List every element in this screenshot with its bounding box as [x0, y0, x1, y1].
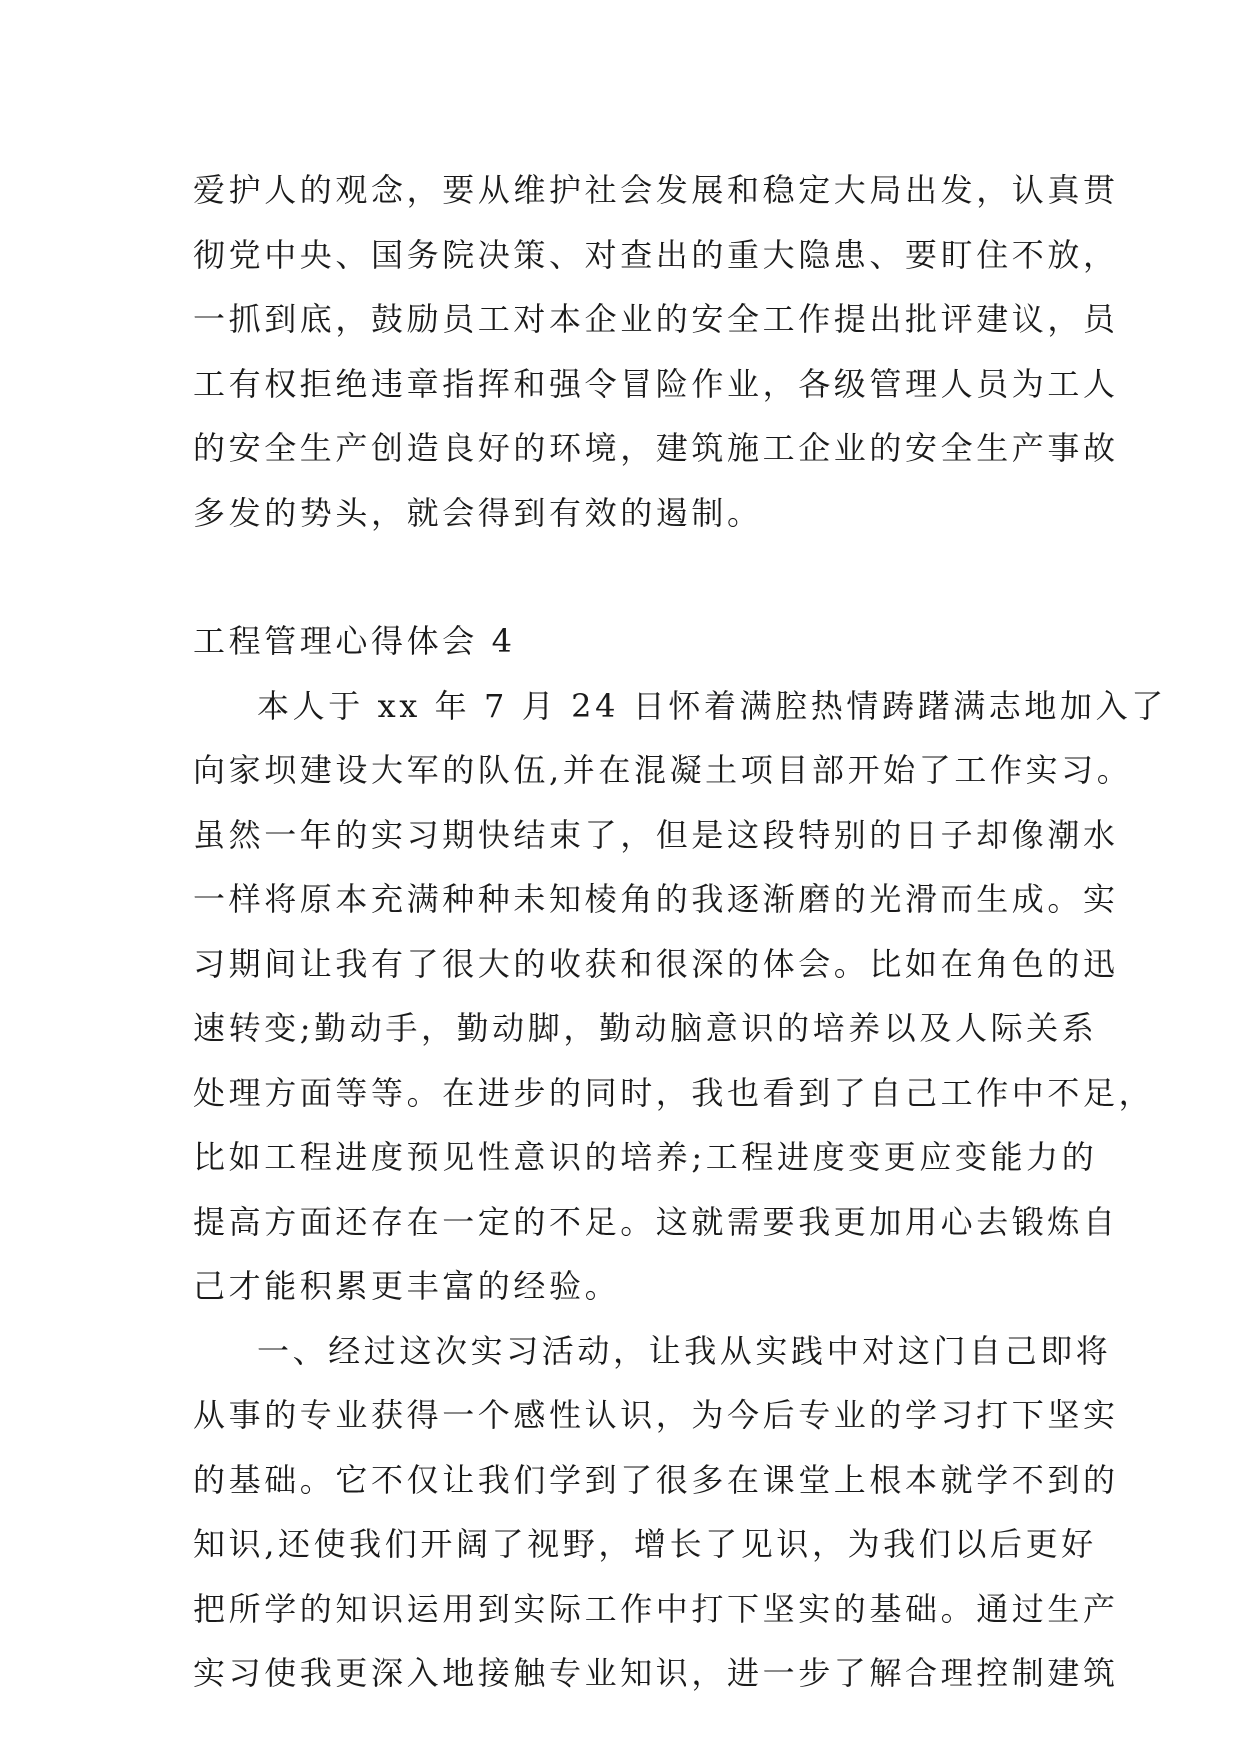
text-line: 工有权拒绝违章指挥和强令冒险作业，各级管理人员为工人: [193, 364, 1119, 403]
text-line: 提高方面还存在一定的不足。这就需要我更加用心去锻炼自: [193, 1202, 1119, 1241]
body-paragraph-2: [193, 1319, 1119, 1706]
text-line: 习期间让我有了很大的收获和很深的体会。比如在角色的迅: [193, 944, 1119, 983]
text-line: 己才能积累更丰富的经验。: [193, 1267, 621, 1305]
text-line: 一样将原本充满种种未知棱角的我逐渐磨的光滑而生成。实: [193, 880, 1119, 918]
text-line: 的安全生产创造良好的环境，建筑施工企业的安全生产事故: [193, 429, 1119, 467]
text-line: 爱护人的观念，要从维护社会发展和稳定大局出发，认真贯: [193, 171, 1119, 209]
continuation-paragraph: [193, 158, 1119, 545]
text-line: 处理方面等等。在进步的同时，我也看到了自己工作中不足，: [193, 1073, 1155, 1112]
text-line: 把所学的知识运用到实际工作中打下坚实的基础。通过生产: [193, 1589, 1119, 1628]
text-line: 一、经过这次实习活动，让我从实践中对这门自己即将: [257, 1331, 1112, 1370]
text-line: 知识,还使我们开阔了视野，增长了见识，为我们以后更好: [193, 1525, 1097, 1563]
text-line: 一抓到底，鼓励员工对本企业的安全工作提出批评建议，员: [193, 300, 1119, 338]
text-line: 向家坝建设大军的队伍,并在混凝土项目部开始了工作实习。: [193, 751, 1133, 789]
text-line: 的基础。它不仅让我们学到了很多在课堂上根本就学不到的: [193, 1460, 1119, 1499]
text-line: 本人于 xx 年 7 月 24 日怀着满腔热情踌躇满志地加入了: [257, 686, 1167, 725]
text-line: 速转变;勤动手，勤动脚，勤动脑意识的培养以及人际关系: [193, 1009, 1098, 1047]
text-line: 多发的势头，就会得到有效的遏制。: [193, 493, 763, 532]
document-body: [193, 158, 1167, 1706]
section-heading: 工程管理心得体会 4: [193, 622, 516, 660]
body-paragraph-1: [193, 674, 1167, 1319]
text-line: 彻党中央、国务院决策、对查出的重大隐患、要盯住不放，: [193, 235, 1119, 274]
text-line: 实习使我更深入地接触专业知识，进一步了解合理控制建筑: [193, 1654, 1119, 1692]
text-line: 比如工程进度预见性意识的培养;工程进度变更应变能力的: [193, 1138, 1098, 1176]
text-line: 虽然一年的实习期快结束了，但是这段特别的日子却像潮水: [193, 815, 1119, 854]
text-line: 从事的专业获得一个感性认识，为今后专业的学习打下坚实: [193, 1396, 1119, 1434]
